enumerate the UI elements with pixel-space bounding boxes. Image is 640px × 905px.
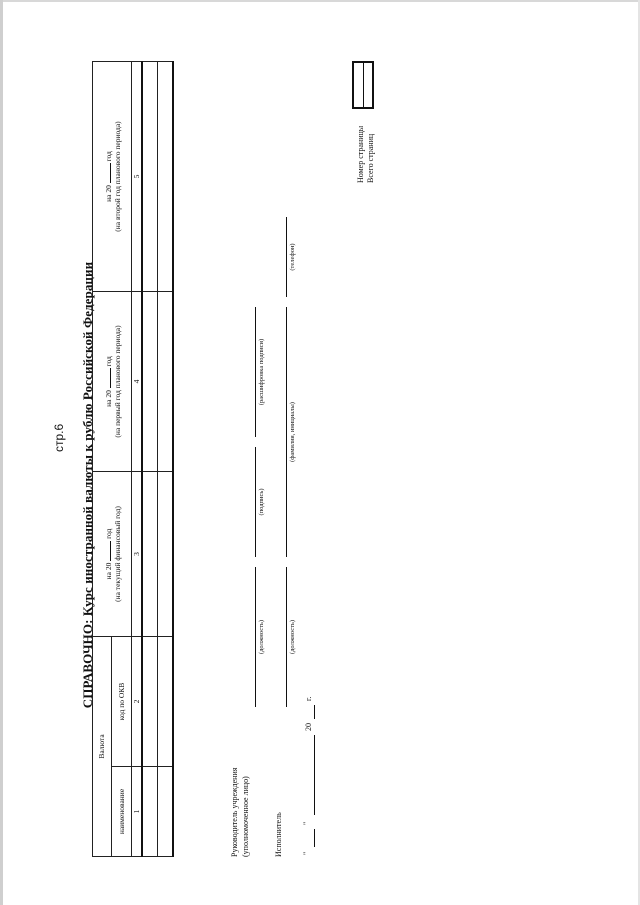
head-label: Руководитель учреждения <box>230 767 239 857</box>
page-counter-box[interactable] <box>352 61 374 109</box>
table-cell[interactable] <box>158 292 174 472</box>
col-number: 3 <box>132 472 143 637</box>
currency-rate-table <box>92 61 174 857</box>
date-quote-close: " <box>302 821 311 825</box>
head-signature-line[interactable] <box>255 447 256 557</box>
table-cell[interactable] <box>158 62 174 292</box>
caption-name: (фамилия, инициалы) <box>289 402 296 462</box>
date-quote-open: " <box>302 851 311 855</box>
scan-edge <box>0 0 3 905</box>
table-cell[interactable] <box>158 472 174 637</box>
page-number-label: Номер страницы <box>356 125 365 183</box>
date-year-line[interactable] <box>314 705 315 719</box>
table-cell[interactable] <box>142 637 158 767</box>
table-cell[interactable] <box>142 472 158 637</box>
head-decoding-line[interactable] <box>255 307 256 437</box>
header-period-plan1: на 20 год (на первый год планового периода) <box>93 292 132 472</box>
col-number: 1 <box>132 767 143 857</box>
date-month-line[interactable] <box>314 735 315 815</box>
col-number: 4 <box>132 292 143 472</box>
col-number: 5 <box>132 62 143 292</box>
header-currency: Валюта <box>93 637 112 857</box>
date-year-suffix: г. <box>304 696 313 701</box>
form-sheet <box>60 0 640 905</box>
header-name: наименование <box>112 767 132 857</box>
page-label: стр.6 <box>52 423 66 452</box>
executor-position-line[interactable] <box>286 567 287 707</box>
total-pages-label: Всего страниц <box>366 133 375 183</box>
header-period-plan2: на 20 год (на второй год планового периода) <box>93 62 132 292</box>
table-row <box>142 62 158 857</box>
table-cell[interactable] <box>142 62 158 292</box>
table-cell[interactable] <box>158 767 174 857</box>
header-code: код по ОКВ <box>112 637 132 767</box>
table-cell[interactable] <box>158 637 174 767</box>
date-day-line[interactable] <box>314 829 315 847</box>
date-year-prefix: 20 <box>304 723 313 731</box>
header-period-current: на 20 год (на текущий финансовый год) <box>93 472 132 637</box>
caption-phone: (телефон) <box>289 243 296 271</box>
table-cell[interactable] <box>142 292 158 472</box>
page-counter-divider <box>363 63 364 107</box>
caption-position: (должность) <box>289 619 296 655</box>
caption-decoding: (расшифровка подписи) <box>258 338 265 406</box>
caption-position: (должность) <box>258 619 265 655</box>
col-number: 2 <box>132 637 143 767</box>
head-label-sub: (уполномоченное лицо) <box>241 776 250 857</box>
executor-label: Исполнитель <box>274 812 283 857</box>
head-position-line[interactable] <box>255 567 256 707</box>
table-row <box>158 62 174 857</box>
form-title: СПРАВОЧНО: Курс иностранной валюты к рублю Российской Федерации <box>80 261 95 709</box>
executor-name-line[interactable] <box>286 307 287 557</box>
caption-signature: (подпись) <box>258 488 265 516</box>
executor-phone-line[interactable] <box>286 217 287 297</box>
table-cell[interactable] <box>142 767 158 857</box>
